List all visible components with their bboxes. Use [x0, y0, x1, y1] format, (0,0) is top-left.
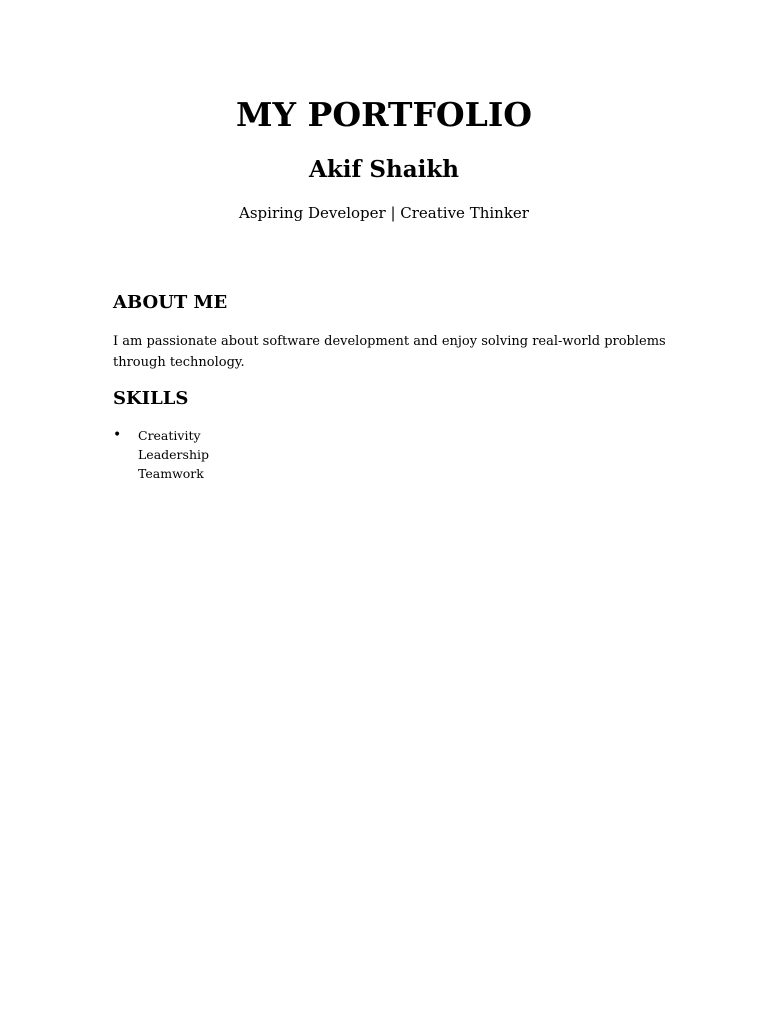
page-title: MY PORTFOLIO [235, 95, 533, 134]
tagline: Aspiring Developer | Creative Thinker [239, 204, 529, 222]
author-name: Akif Shaikh [308, 156, 460, 183]
skill-item-leadership: Leadership [138, 447, 209, 462]
about-heading: ABOUT ME [113, 292, 228, 313]
skill-item-teamwork: Teamwork [138, 466, 204, 481]
skill-item-creativity: Creativity [138, 428, 201, 443]
bullet-icon: • [113, 427, 122, 443]
skills-heading: SKILLS [113, 388, 189, 409]
skills-list [138, 426, 209, 483]
about-text: I am passionate about software development and enjoy solving real-world problems through technology. [113, 334, 666, 370]
